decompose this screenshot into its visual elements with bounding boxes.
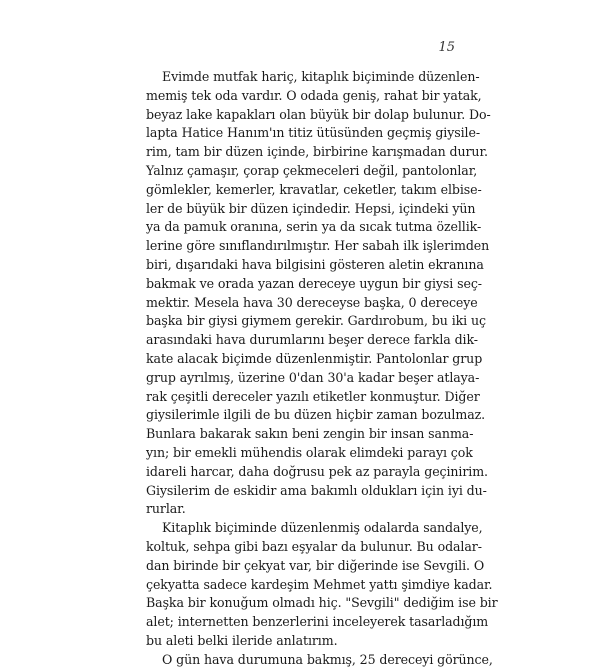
text-line: çekyatta sadece kardeşim Mehmet yattı şimdiye kadar. [146, 576, 493, 592]
page-number: 15 [438, 40, 455, 55]
text-line: ler de büyük bir düzen içindedir. Hepsi, içindeki yün [146, 200, 476, 216]
text-line: Evimde mutfak hariç, kitaplık biçiminde düzenlen- [162, 69, 480, 84]
text-line: Bunlara bakarak sakın beni zengin bir insan sanma- [146, 426, 474, 442]
text-line: bu aleti belki ileride anlatırım. [146, 632, 338, 648]
text-line: Başka bir konuğum olmadı hiç. "Sevgili" dediğim ise bir [146, 595, 498, 611]
text-line: giysilerimle ilgili de bu düzen hiçbir zaman bozulmaz. [146, 407, 486, 423]
text-line: dan birinde bir çekyat var, bir diğerinde ise Sevgili. O [146, 557, 485, 573]
text-line: O gün hava durumuna bakmış, 25 dereceyi görünce, [162, 651, 493, 667]
text-line: biri, dışarıdaki hava bilgisini gösteren aletin ekranına [146, 256, 484, 272]
text-line: beyaz lake kapakları olan büyük bir dolap bulunur. Do- [146, 106, 491, 122]
text-line: idareli harcar, daha doğrusu pek az parayla geçinirim. [146, 463, 488, 479]
text-line: rim, tam bir düzen içinde, birbirine karışmadan durur. [146, 144, 488, 160]
text-line: alet; internetten benzerlerini inceleyerek tasarladığım [146, 614, 489, 630]
text-line: ya da pamuk oranına, serin ya da sıcak tutma özellik- [146, 219, 482, 235]
text-line: lerine göre sınıflandırılmıştır. Her sabah ilk işlerimden [146, 238, 490, 254]
text-line: Kitaplık biçiminde düzenlenmiş odalarda sandalye, [162, 520, 483, 536]
text-line: mektir. Mesela hava 30 dereceyse başka, 0 dereceye [146, 294, 478, 310]
text-line: koltuk, sehpa gibi bazı eşyalar da bulunur. Bu odalar- [146, 538, 482, 554]
text-line: lapta Hatice Hanım'ın titiz ütüsünden geçmiş giysile- [146, 125, 480, 141]
text-line: gömlekler, kemerler, kravatlar, ceketler, takım elbise- [146, 181, 482, 197]
text-line: başka bir giysi giymem gerekir. Gardırobum, bu iki uç [146, 313, 486, 329]
text-line: rurlar. [146, 501, 186, 517]
text-line: bakmak ve orada yazan dereceye uygun bir giysi seç- [146, 275, 482, 291]
text-line: rak çeşitli dereceler yazılı etiketler konmuştur. Diğer [146, 388, 480, 404]
text-line: grup ayrılmış, üzerine 0'dan 30'a kadar beşer atlaya- [146, 369, 480, 385]
body-text [146, 68, 498, 670]
text-line: Giysilerim de eskidir ama bakımlı oldukları için iyi du- [146, 482, 487, 498]
text-line: memiş tek oda vardır. O odada geniş, rahat bir yatak, [146, 87, 482, 103]
paragraph-1 [146, 68, 491, 519]
paragraph-3 [146, 651, 493, 670]
paragraph-2 [146, 519, 498, 651]
text-line: Yalnız çamaşır, çorap çekmeceleri değil, pantolonlar, [146, 162, 478, 178]
text-line: yın; bir emekli mühendis olarak elimdeki parayı çok [146, 444, 473, 460]
text-line: kate alacak biçimde düzenlenmiştir. Pantolonlar grup [146, 350, 483, 366]
text-line: arasındaki hava durumlarını beşer derece farkla dik- [146, 332, 478, 348]
